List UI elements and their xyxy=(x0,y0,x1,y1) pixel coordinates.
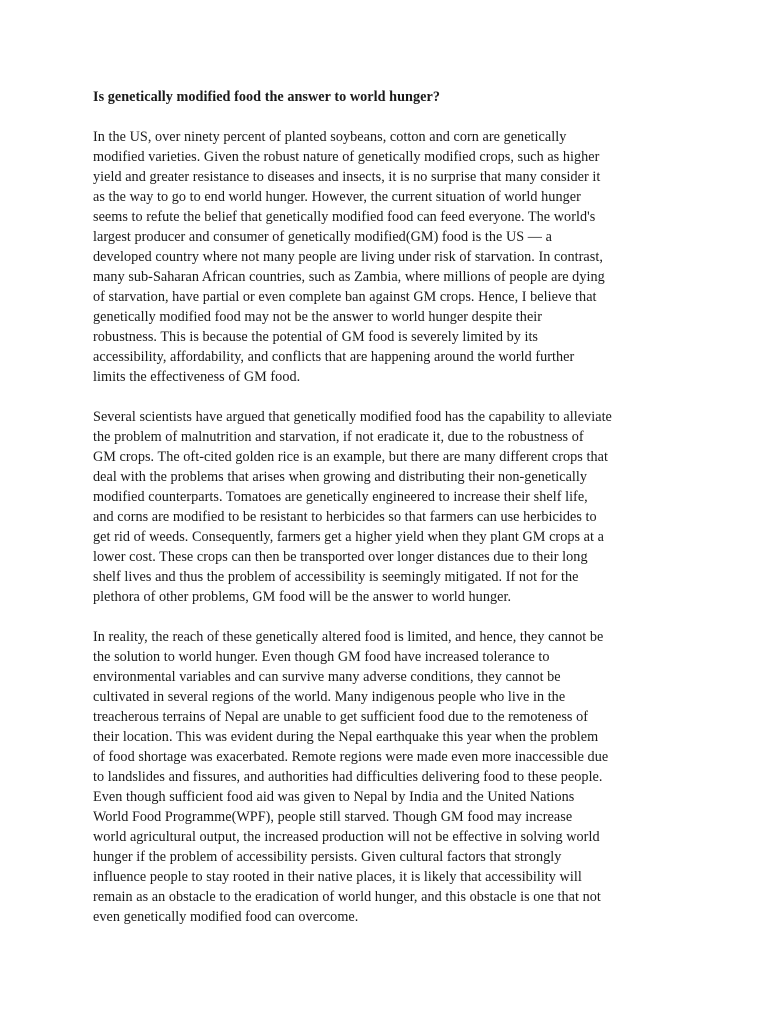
paragraph-line: the problem of malnutrition and starvation, if not eradicate it, due to the robustness of xyxy=(93,429,584,445)
paragraph-2 xyxy=(93,407,683,607)
paragraph-line: accessibility, affordability, and conflicts that are happening around the world further xyxy=(93,349,575,365)
paragraph-3 xyxy=(93,627,683,927)
paragraph-line: limits the effectiveness of GM food. xyxy=(93,369,301,385)
paragraph-line: robustness. This is because the potential of GM food is severely limited by its xyxy=(93,329,539,345)
paragraph-line: get rid of weeds. Consequently, farmers get a higher yield when they plant GM crops at a xyxy=(93,529,604,545)
paragraph-line: seems to refute the belief that genetically modified food can feed everyone. The world's xyxy=(93,209,596,225)
paragraph-line: modified counterparts. Tomatoes are genetically engineered to increase their shelf life, xyxy=(93,489,588,505)
paragraph-line: treacherous terrains of Nepal are unable to get sufficient food due to the remoteness of xyxy=(93,709,588,725)
paragraph-line: influence people to stay rooted in their native places, it is likely that accessibility will xyxy=(93,869,582,885)
paragraph-line: even genetically modified food can overcome. xyxy=(93,909,359,925)
paragraph-line: and corns are modified to be resistant to herbicides so that farmers can use herbicides to xyxy=(93,509,597,525)
paragraph-line: as the way to go to end world hunger. However, the current situation of world hunger xyxy=(93,189,581,205)
paragraph-line: In the US, over ninety percent of planted soybeans, cotton and corn are genetically xyxy=(93,129,567,145)
paragraph-line: deal with the problems that arises when growing and distributing their non-genetically xyxy=(93,469,588,485)
paragraph-line: many sub-Saharan African countries, such as Zambia, where millions of people are dying xyxy=(93,269,605,285)
paragraph-line: lower cost. These crops can then be transported over longer distances due to their long xyxy=(93,549,588,565)
paragraph-line: modified varieties. Given the robust nature of genetically modified crops, such as higher xyxy=(93,149,600,165)
paragraph-line: yield and greater resistance to diseases and insects, it is no surprise that many consider it xyxy=(93,169,601,185)
paragraph-line: hunger if the problem of accessibility persists. Given cultural factors that strongly xyxy=(93,849,562,865)
document-body xyxy=(93,87,683,947)
paragraph-1 xyxy=(93,127,683,387)
paragraph-line: largest producer and consumer of genetically modified(GM) food is the US — a xyxy=(93,229,552,245)
paragraph-line: World Food Programme(WPF), people still starved. Though GM food may increase xyxy=(93,809,573,825)
paragraph-line: remain as an obstacle to the eradication of world hunger, and this obstacle is one that not xyxy=(93,889,601,905)
paragraph-line: GM crops. The oft-cited golden rice is an example, but there are many different crops that xyxy=(93,449,608,465)
paragraph-line: the solution to world hunger. Even though GM food have increased tolerance to xyxy=(93,649,550,665)
document-title: Is genetically modified food the answer to world hunger? xyxy=(93,89,440,105)
paragraph-line: of starvation, have partial or even complete ban against GM crops. Hence, I believe that xyxy=(93,289,597,305)
paragraph-line: of food shortage was exacerbated. Remote regions were made even more inaccessible due xyxy=(93,749,609,765)
paragraph-line: developed country where not many people are living under risk of starvation. In contrast, xyxy=(93,249,603,265)
paragraph-line: to landslides and fissures, and authorities had difficulties delivering food to these people. xyxy=(93,769,603,785)
paragraph-line: Even though sufficient food aid was given to Nepal by India and the United Nations xyxy=(93,789,575,805)
paragraph-line: cultivated in several regions of the world. Many indigenous people who live in the xyxy=(93,689,566,705)
paragraph-line: their location. This was evident during the Nepal earthquake this year when the problem xyxy=(93,729,599,745)
paragraph-line: genetically modified food may not be the answer to world hunger despite their xyxy=(93,309,543,325)
paragraph-line: world agricultural output, the increased production will not be effective in solving world xyxy=(93,829,600,845)
paragraph-line: In reality, the reach of these genetically altered food is limited, and hence, they cannot be xyxy=(93,629,604,645)
paragraph-line: shelf lives and thus the problem of accessibility is seemingly mitigated. If not for the xyxy=(93,569,579,585)
paragraph-line: environmental variables and can survive many adverse conditions, they cannot be xyxy=(93,669,561,685)
paragraph-line: Several scientists have argued that genetically modified food has the capability to alleviate xyxy=(93,409,612,425)
paragraph-line: plethora of other problems, GM food will be the answer to world hunger. xyxy=(93,589,512,605)
